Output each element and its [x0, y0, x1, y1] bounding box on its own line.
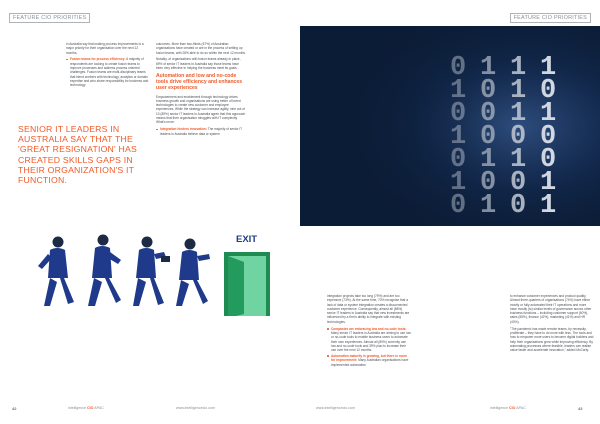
bullet-text: The majority of senior IT leaders in Australia believe data or system: [160, 127, 243, 136]
person-1: [38, 237, 74, 307]
publication-prefix: intelligence: [68, 406, 86, 411]
exit-doorway: [224, 252, 270, 316]
paragraph: outcomes. More than two-thirds (67%) of Australian organisations have created or are in the process of setting up fusion teams, with 28% able to do so within the next 12 months.: [156, 42, 246, 55]
page-number-left: 42: [12, 406, 17, 411]
paragraph: Notably, of organisations with fusion teams already in place, 69% of senior IT leaders in Australia say those teams have been very effective in helping the business meet its goals.: [156, 57, 241, 71]
bullet-text: Many Australian organisations have implemented automation: [331, 358, 409, 367]
bullet-list: [66, 57, 150, 87]
people-group: [38, 235, 210, 307]
bullet-lead: Fusion teams for process efficiency:: [70, 57, 126, 62]
exit-sign: [236, 234, 257, 245]
bullet-list: [327, 327, 411, 367]
binary-code-graphic: [300, 26, 600, 226]
website-link-right[interactable]: www.intelligencecio.com: [316, 406, 355, 411]
bullet-automation: [327, 354, 411, 367]
publication-tag: CIO: [508, 406, 516, 411]
bullet-lead: Automation maturity is growing, but there is room for improvement:: [331, 353, 407, 363]
right-column-1: [327, 294, 411, 368]
left-footer: [10, 406, 290, 414]
person-3: [133, 237, 170, 307]
bullet-text: A majority of respondents are looking to create fusion teams to improve processes and address process oriented challenges. Fusion teams are multi-disciplinary teams that blend workers with technology, analytics or domain expertise and who share responsibility for business and technology: [70, 57, 149, 88]
section-label-left: FEATURE CIO PRIORITIES: [9, 13, 90, 23]
publication-name: [490, 406, 526, 410]
publication-suffix: APAC: [516, 406, 526, 411]
bullet-fusion-teams: [66, 57, 150, 87]
binary-code-photo: [300, 26, 600, 226]
publication-prefix: intelligence: [490, 406, 508, 411]
paragraph: Empowerment and enablement through technology drives business growth and organisations are using better of breed technologies to create new customer and employee experiences. While the strategy can increase agility, nine out of 10 (89%) senior IT leaders in Australia agree that this approach means that their organisation struggles with IT complexity. What's more:: [156, 94, 246, 125]
left-column-2: [156, 42, 246, 137]
paragraph: "The pandemic has made remote teams, by necessity, proliferate – they have to do more with less. The tools and how to empower more users to become digital builders and help their organisations grow while improving efficiency. By automating processes where feasible, leaders can realise value faster and accelerate innovation," added McCarty.: [510, 326, 594, 353]
bullet-low-code: [327, 327, 411, 353]
pull-quote: SENIOR IT LEADERS IN AUSTRALIA SAY THAT THE 'GREAT RESIGNATION' HAS CREATED SKILLS GAPS IN THEIR ORGANIZATION'S IT FUNCTION.: [18, 124, 137, 186]
right-footer: [310, 406, 590, 414]
publication-suffix: APAC: [94, 406, 104, 411]
section-label-right: FEATURE CIO PRIORITIES: [510, 13, 591, 23]
photo-fade: [300, 26, 600, 226]
publication-tag: CIO: [86, 406, 94, 411]
person-2: [88, 235, 121, 307]
left-column-1: [66, 42, 150, 89]
bullet-text: Many senior IT leaders in Australia are aiming to use low or no-code tools to enable business users to automate their own experiences. Almost all (89%) currently use low and no-code tools and 39% plan to increase their use over the next 12 months.: [331, 330, 411, 353]
subheading: Automation and low and no-code tools drive efficiency and enhances user experiences: [156, 72, 243, 92]
page-number-right: 43: [578, 406, 583, 411]
person-4: [176, 239, 210, 307]
paragraph: in Australia say that making process improvements is a major priority for their organisation over the next 12 months.: [66, 42, 144, 55]
bullet-lead: Integration hinders innovation:: [160, 127, 207, 132]
bullet-list: [156, 127, 246, 136]
bullet-lead: Companies are embracing low and no-code tools:: [331, 326, 407, 331]
bullet-integration: [156, 127, 246, 136]
paragraph: to enhance customer experiences and product quality. Almost three-quarters of organisations (74%) have either mostly or fully automated their IT operations and more have mostly (to) similar levels of governance across other business functions – including customer support (60%), sales (55%), finance (42%), marketing (41%) and HR (40%).: [510, 294, 592, 324]
exit-sign-text: EXIT: [236, 234, 258, 245]
right-column-2: [510, 294, 594, 355]
door-panel: [228, 256, 244, 316]
publication-name: [68, 406, 104, 410]
exit-illustration: [0, 208, 316, 316]
website-link-left[interactable]: www.intelligencecio.com: [176, 406, 215, 411]
paragraph: integration projects take too long (79%) and are too expensive (73%). At the same time, 70% recognise that a lack of data or system integration creates a disconnected customer experience. Consequently, almost all (88%) senior IT leaders in Australia say that new investments are influenced by a firm's ability to integrate with existing technologies.: [327, 294, 410, 324]
